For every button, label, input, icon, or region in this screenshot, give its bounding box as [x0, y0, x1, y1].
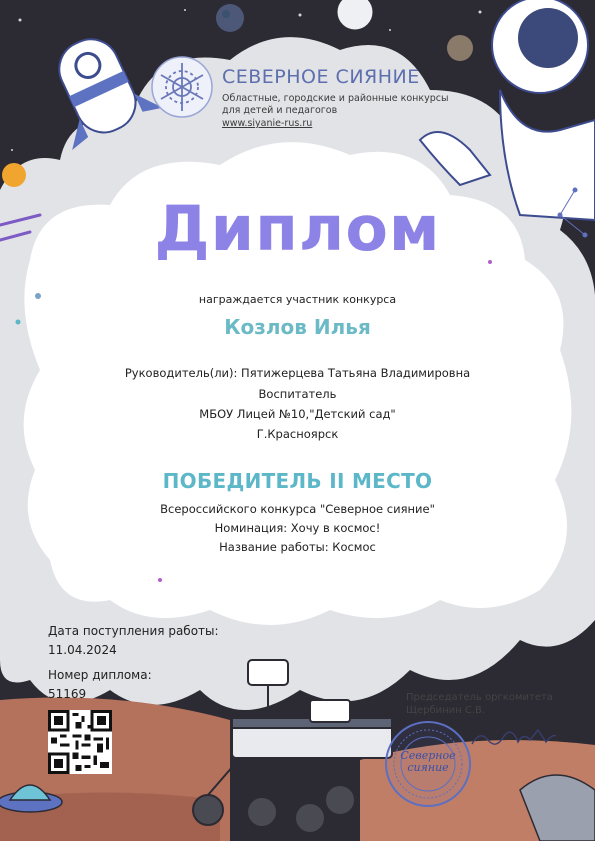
date-label: Дата поступления работы:	[48, 624, 219, 638]
winner-place: ПОБЕДИТЕЛЬ II МЕСТО	[162, 469, 433, 493]
work-title-line: Название работы: Космос	[219, 540, 376, 554]
contest-line: Всероссийского конкурса "Северное сияние"	[160, 502, 435, 516]
snowflake-logo-icon	[150, 55, 214, 119]
chairman-title: Председатель оргкомитета	[406, 692, 553, 703]
signature-icon	[468, 722, 558, 752]
logo-title: СЕВЕРНОЕ СИЯНИЕ	[222, 66, 420, 88]
supervisor-line: Руководитель(ли): Пятижерцева Татьяна Владимировна	[124, 366, 471, 380]
chairman-name: Щербинин С.В.	[406, 705, 486, 716]
seal-stamp	[384, 720, 472, 808]
qr-code-icon[interactable]	[48, 710, 112, 774]
diploma-number-value: 51169	[48, 687, 87, 701]
stamp-text-line2: сияние	[407, 761, 449, 774]
diploma-number-label: Номер диплома:	[48, 668, 152, 682]
logo-url-link[interactable]: www.siyanie-rus.ru	[222, 118, 313, 129]
nomination-line: Номинация: Хочу в космос!	[214, 521, 381, 535]
institution-line: МБОУ Лицей №10,"Детский сад"	[199, 407, 396, 421]
diploma-title: Диплом	[154, 192, 441, 265]
logo-subtitle-line2: для детей и педагогов	[222, 105, 338, 116]
logo-subtitle-line1: Областные, городские и районные конкурсы	[222, 93, 449, 104]
position-line: Воспитатель	[258, 387, 337, 401]
date-value: 11.04.2024	[48, 643, 117, 657]
city-line: Г.Красноярск	[256, 427, 339, 441]
stamp-text-line1: Северное	[400, 749, 456, 762]
awarded-text: награждается участник конкурса	[198, 293, 397, 306]
participant-name: Козлов Илья	[224, 315, 371, 339]
